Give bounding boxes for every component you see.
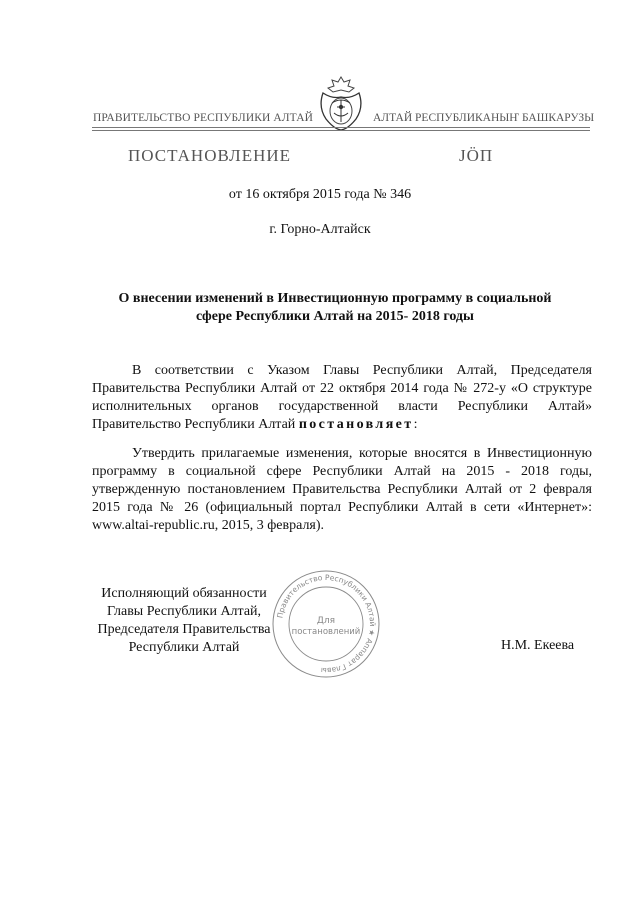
header-divider-secondary [92, 130, 590, 131]
preamble-colon: : [413, 417, 418, 432]
official-stamp [270, 568, 382, 680]
signatory-line-2: Главы Республики Алтай, [106, 604, 262, 619]
coat-of-arms-icon [314, 73, 368, 131]
stamp-center-line-1: Для [316, 616, 336, 626]
document-city: г. Горно-Алтайск [269, 222, 371, 237]
document-date-number: от 16 октября 2015 года № 346 [228, 187, 412, 202]
signatory-name: Н.М. Екеева [501, 638, 575, 653]
document-title: О внесении изменений в Инвестиционную программу в социальной сфере Республики Алтай на 2015- 2018 годы [118, 291, 552, 324]
header-divider [92, 127, 590, 128]
doc-type-altai: JÖП [459, 146, 494, 165]
preamble-text: В соответствии с Указом Главы Республики Алтай, Председателя Правительства Республики Алтай от 22 октября 2014 года № 272-у «О структуре исполнительных органов государственной власти Республики Алтай» Правительство Республики Алтай [92, 363, 592, 432]
doc-type-russian: ПОСТАНОВЛЕНИЕ [128, 146, 292, 165]
paragraph-resolution: Утвердить прилагаемые изменения, которые вносятся в Инвестиционную программу в социальной сфере Республики Алтай на 2015 - 2018 годы, утвержденную постановлением Правительства Республики Алтай от 2 февраля 2015 года № 26 (официальный портал Республики Алтай в сети «Интернет»: www.altai-republic.ru, 2015, 3 февраля). [92, 446, 592, 533]
stamp-center-line-2: постановлений [291, 627, 361, 637]
stamp-ring-text: Правительство Республики Алтай ★ Аппарат Главы [275, 572, 378, 676]
signatory-line-1: Исполняющий обязанности [101, 586, 267, 601]
org-name-altai: АЛТАЙ РЕСПУБЛИКАНЫҤ БАШКАРУЗЫ [373, 112, 595, 124]
org-name-russian: ПРАВИТЕЛЬСТВО РЕСПУБЛИКИ АЛТАЙ [93, 112, 314, 124]
signatory-title [92, 585, 276, 657]
signatory-line-4: Республики Алтай [128, 640, 240, 655]
paragraph-preamble [92, 362, 592, 434]
resolves-word: постановляет [298, 417, 414, 432]
signatory-line-3: Председателя Правительства [97, 622, 271, 637]
